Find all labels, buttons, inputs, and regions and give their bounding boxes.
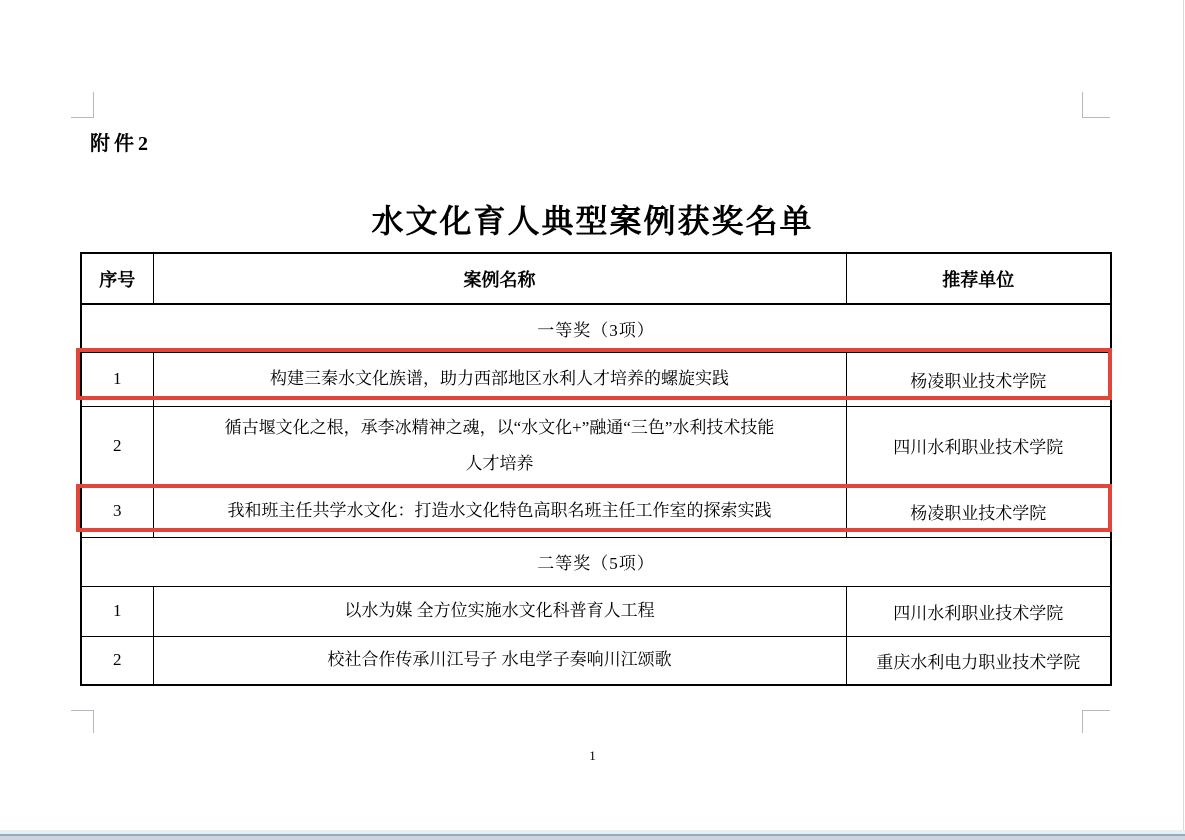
margin-mark-bottom-left [71,710,94,733]
cell-no: 1 [81,352,153,406]
window-bottom-edge [0,830,1185,840]
cell-case-name [153,406,846,485]
table-row [81,406,1111,485]
cell-unit: 四川水利职业技术学院 [846,586,1111,636]
award-table [80,252,1112,686]
cell-case-name [153,636,846,685]
section-row-second-prize [81,537,1111,586]
margin-mark-bottom-right [1082,710,1110,733]
case-name-line: 循古堰文化之根，承李冰精神之魂，以“水文化+”融通“三色”水利技术技能 [224,417,775,437]
header-cell-no: 序号 [81,253,153,304]
cell-no: 2 [81,406,153,485]
margin-mark-top-right [1082,92,1110,118]
page-title: 水文化育人典型案例获奖名单 [371,203,814,239]
table-row [81,586,1111,636]
cell-unit: 四川水利职业技术学院 [846,406,1111,485]
section-title: 一等奖（3项） [81,304,1111,352]
case-name-line: 构建三秦水文化族谱，助力西部地区水利人才培养的螺旋实践 [270,369,729,388]
section-title: 二等奖（5项） [81,537,1111,586]
table-row [81,636,1111,685]
case-name-line: 校社合作传承川江号子 水电学子奏响川江颂歌 [327,650,672,670]
case-name-line: 人才培养 [465,453,534,473]
header-cell-unit: 推荐单位 [846,253,1111,304]
case-name-line: 以水为媒 全方位实施水文化科普育人工程 [344,601,655,620]
red-highlight-box-row-3 [76,484,1112,532]
red-highlight-box-row-1 [76,348,1112,400]
case-name-line: 我和班主任共学水文化：打造水文化特色高职名班主任工作室的探索实践 [227,501,772,520]
cell-unit: 重庆水利电力职业技术学院 [846,636,1111,685]
attachment-label: 附件2 [90,133,152,155]
bottom-edge-gray-band [0,836,1185,840]
cell-case-name [153,586,846,636]
header-cell-case-name: 案例名称 [153,253,846,304]
page-edge-line [1183,0,1184,840]
table-header-row [81,253,1111,304]
page-number: 1 [589,748,596,763]
cell-unit: 杨凌职业技术学院 [846,352,1111,406]
cell-no: 3 [81,485,153,537]
cell-no: 1 [81,586,153,636]
section-row-first-prize [81,304,1111,352]
cell-no: 2 [81,636,153,685]
margin-mark-top-left [71,92,94,118]
cell-unit: 杨凌职业技术学院 [846,485,1111,537]
